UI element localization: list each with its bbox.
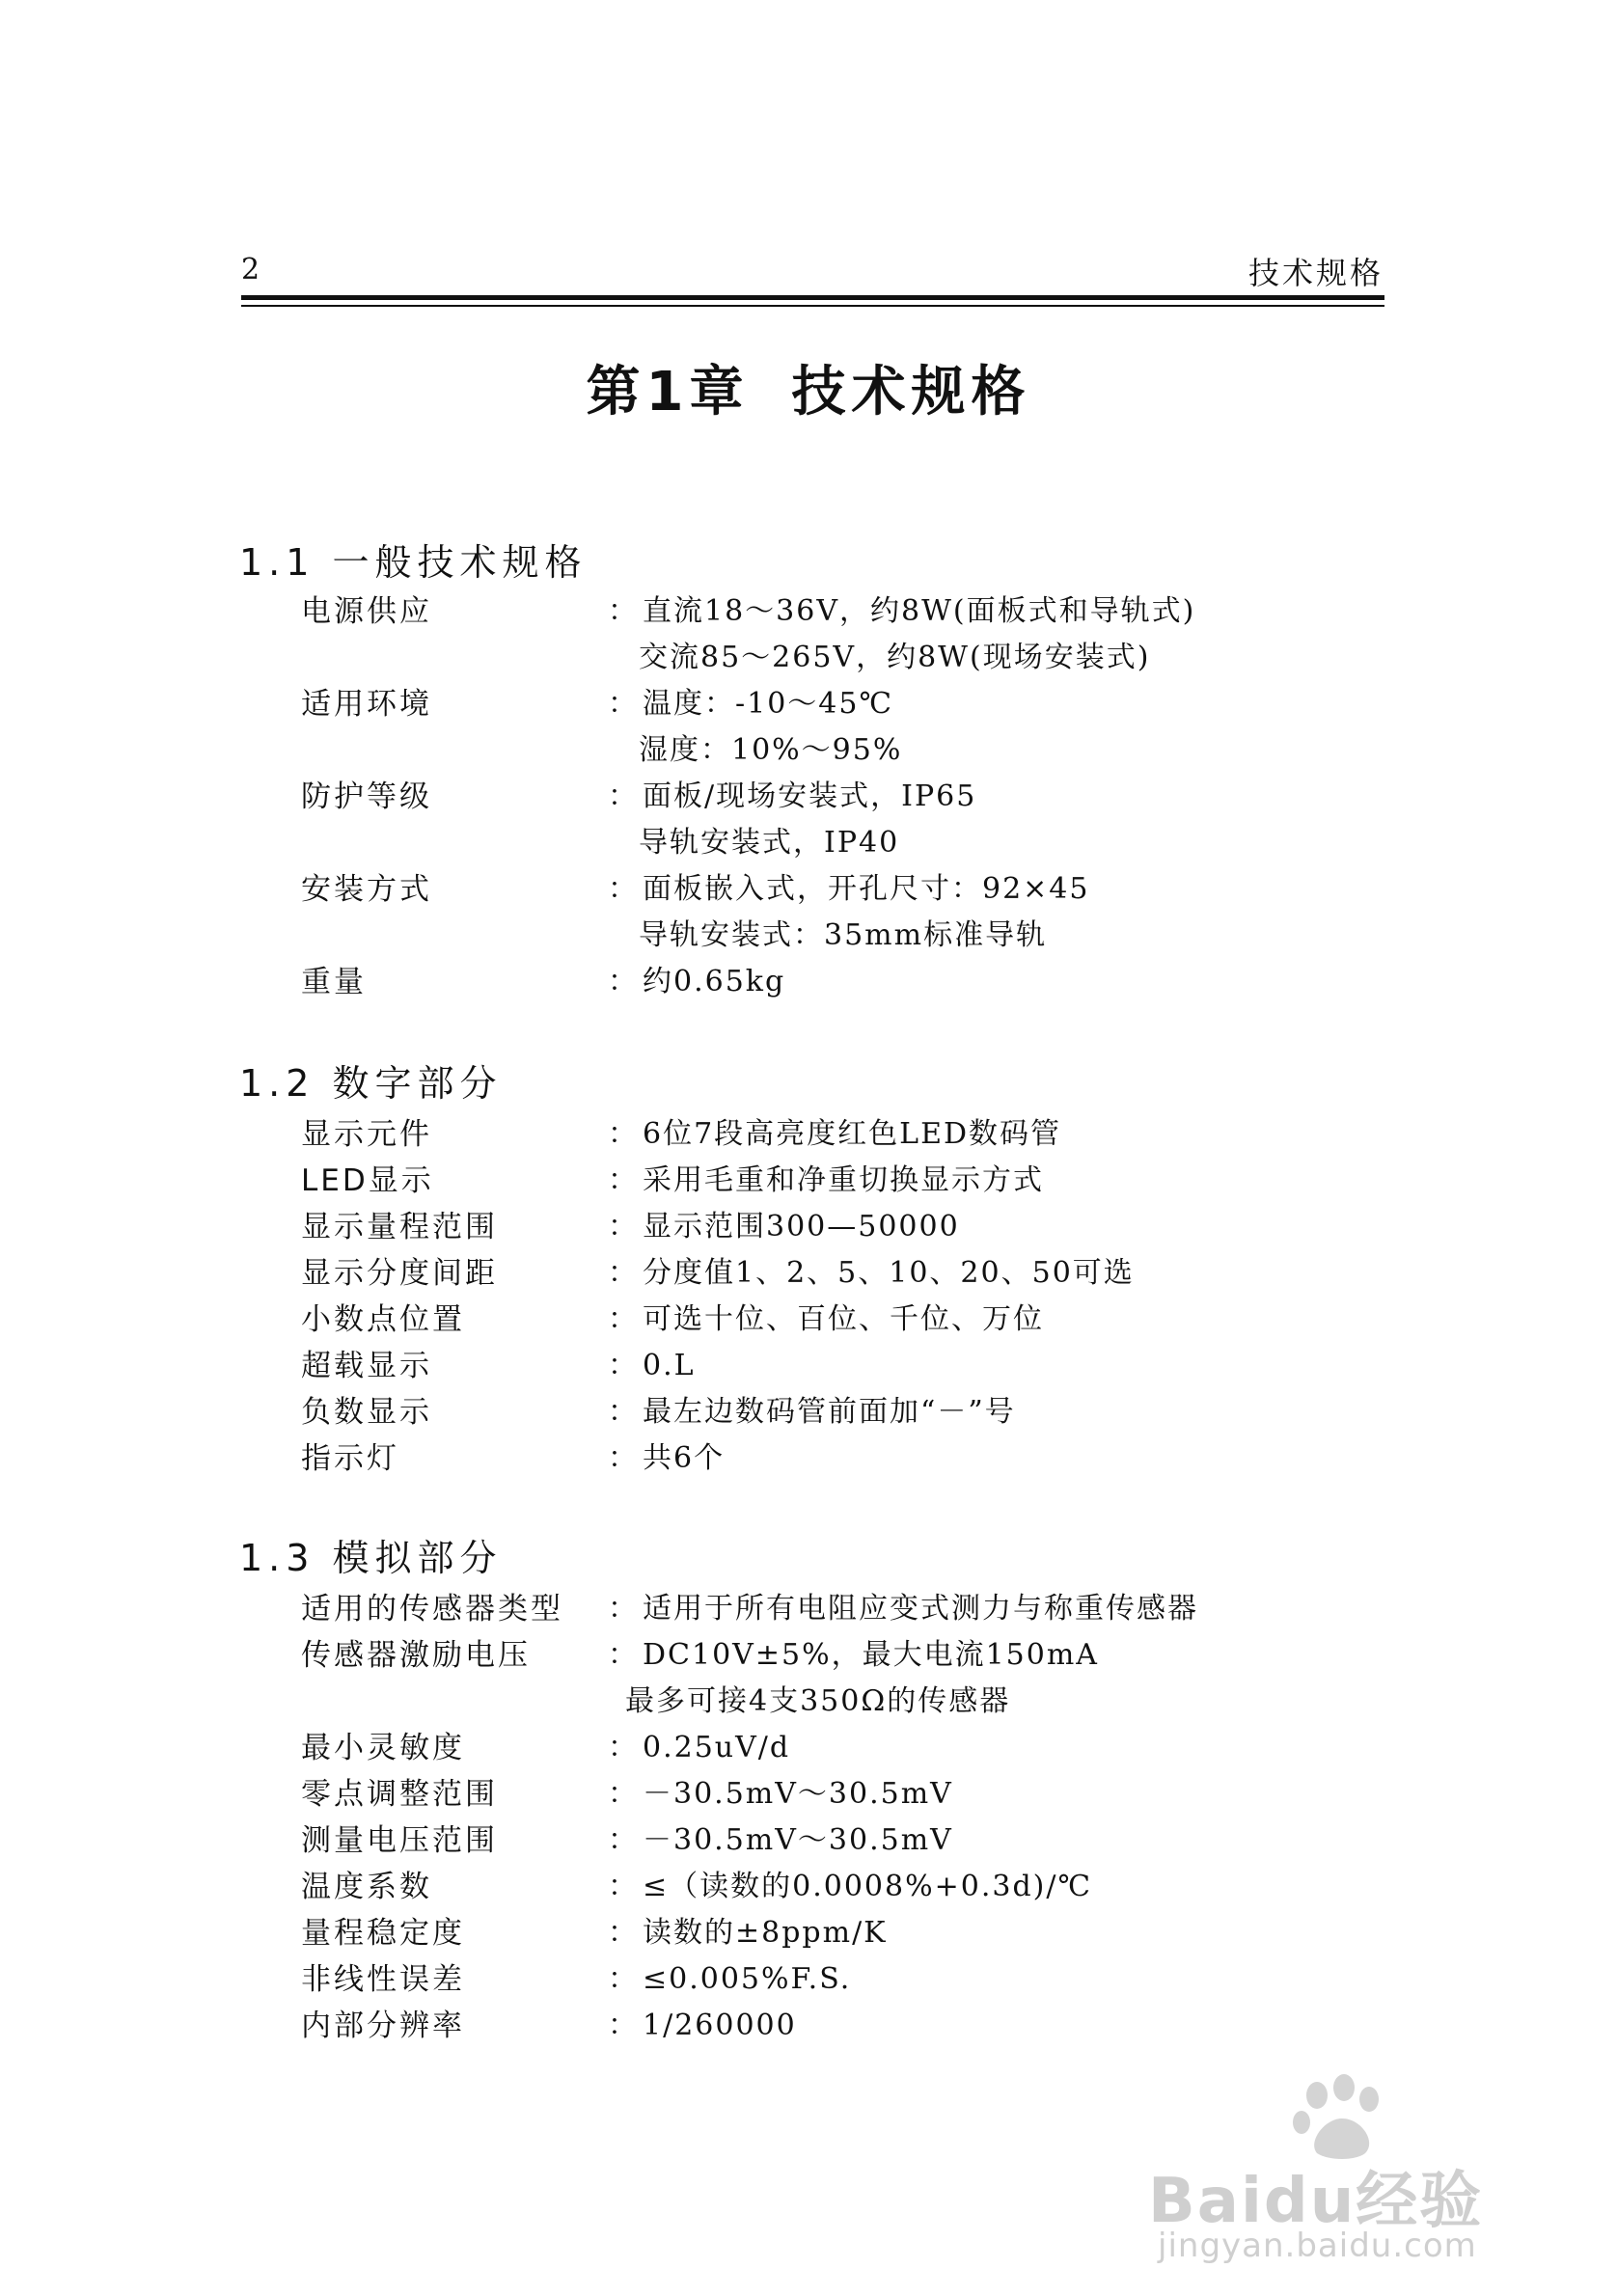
spec-value-continued: 湿度：10%～95% <box>639 733 903 767</box>
separator: ： <box>608 1916 639 1950</box>
spec-row <box>301 1295 1362 1341</box>
spec-value <box>608 864 1089 907</box>
watermark-site: jingyan.baidu.com <box>1158 2227 1477 2265</box>
separator: ： <box>608 1302 639 1336</box>
spec-value-continued: 交流85～265V，约8W(现场安装式) <box>639 641 1151 674</box>
spec-value <box>608 1816 953 1858</box>
separator: ： <box>608 1638 639 1672</box>
spec-row <box>301 1630 1362 1677</box>
spec-label: 负数显示 <box>301 1395 432 1430</box>
spec-value <box>608 1295 1044 1337</box>
spec-value <box>608 679 893 722</box>
spec-row <box>301 587 1362 633</box>
spec-value <box>608 1248 1135 1291</box>
section-heading-1-3: 1.3 模拟部分 <box>239 1537 503 1579</box>
spec-row <box>301 1202 1362 1248</box>
chapter-name: 技术规格 <box>791 361 1031 424</box>
spec-row <box>301 1156 1362 1202</box>
separator: ： <box>608 779 639 813</box>
spec-value <box>608 1109 1061 1152</box>
separator: ： <box>608 1349 639 1382</box>
paw-icon <box>1288 2074 1394 2161</box>
separator: ： <box>608 1256 639 1290</box>
spec-value <box>608 1908 888 1951</box>
separator: ： <box>608 1592 639 1626</box>
spec-value-continued: 最多可接4支350Ω的传感器 <box>625 1684 1011 1718</box>
spec-value-text: ≤0.005%F.S. <box>643 1962 852 1996</box>
spec-row <box>301 2001 1362 2047</box>
spec-value-text: 适用于所有电阻应变式测力与称重传感器 <box>643 1592 1198 1626</box>
spec-row <box>301 1723 1362 1769</box>
spec-value-text: 最左边数码管前面加“－”号 <box>643 1395 1016 1429</box>
spec-row <box>301 1816 1362 1862</box>
separator: ： <box>608 594 639 628</box>
spec-row <box>301 1769 1362 1816</box>
spec-label: 测量电压范围 <box>301 1823 498 1858</box>
spec-label: 适用的传感器类型 <box>301 1592 563 1626</box>
section-heading-1-2: 1.2 数字部分 <box>239 1062 503 1105</box>
spec-value <box>608 1584 1198 1626</box>
spec-value-text: DC10V±5%，最大电流150mA <box>643 1638 1099 1672</box>
spec-value-text: 读数的±8ppm/K <box>643 1916 888 1950</box>
spec-value-text: 共6个 <box>643 1441 726 1475</box>
spec-value <box>608 1202 960 1244</box>
spec-row <box>301 1584 1362 1630</box>
spec-label: 小数点位置 <box>301 1302 465 1337</box>
spec-value-text: 6位7段高亮度红色LED数码管 <box>643 1117 1062 1151</box>
spec-value-text: －30.5mV～30.5mV <box>643 1777 953 1811</box>
spec-label: 防护等级 <box>301 779 432 814</box>
spec-label: 内部分辨率 <box>301 2009 465 2043</box>
spec-value <box>608 1954 851 1997</box>
spec-value-text: 显示范围300—50000 <box>643 1210 960 1244</box>
spec-value-text: ≤（读数的0.0008%+0.3d)/℃ <box>643 1870 1093 1903</box>
spec-value-text: 面板嵌入式，开孔尺寸：92×45 <box>643 872 1090 906</box>
spec-row <box>301 1248 1362 1295</box>
spec-value <box>608 1630 1099 1673</box>
spec-label: 超载显示 <box>301 1349 432 1383</box>
spec-value <box>608 772 976 814</box>
spec-value-text: －30.5mV～30.5mV <box>643 1823 953 1857</box>
spec-label: 最小灵敏度 <box>301 1731 465 1765</box>
spec-value <box>608 1156 1044 1198</box>
watermark-brand: Baidu经验 <box>1148 2166 1484 2237</box>
spec-row <box>301 772 1362 818</box>
spec-label: 零点调整范围 <box>301 1777 498 1812</box>
spec-label: 电源供应 <box>301 594 432 629</box>
separator: ： <box>608 872 639 906</box>
spec-label: 传感器激励电压 <box>301 1638 531 1673</box>
spec-value <box>608 1862 1092 1904</box>
separator: ： <box>608 965 639 998</box>
spec-row <box>301 1434 1362 1480</box>
spec-label: LED显示 <box>301 1163 434 1198</box>
separator: ： <box>608 1210 639 1244</box>
header-rule-thick <box>241 295 1384 300</box>
baidu-watermark <box>1148 2074 1534 2267</box>
spec-value <box>608 957 785 999</box>
spec-value-text: 采用毛重和净重切换显示方式 <box>643 1163 1044 1197</box>
header-rule-thin <box>241 305 1384 307</box>
spec-value <box>608 1723 790 1765</box>
spec-value-text: 直流18～36V，约8W(面板式和导轨式) <box>643 594 1196 628</box>
spec-label: 显示分度间距 <box>301 1256 498 1291</box>
section-heading-1-1: 1.1 一般技术规格 <box>239 541 588 584</box>
spec-value-text: 分度值1、2、5、10、20、50可选 <box>643 1256 1135 1290</box>
spec-row <box>301 864 1362 911</box>
spec-row <box>301 1109 1362 1156</box>
spec-row <box>301 1862 1362 1908</box>
spec-value-text: 可选十位、百位、千位、万位 <box>643 1302 1044 1336</box>
spec-row <box>301 1341 1362 1387</box>
spec-value <box>608 1434 725 1476</box>
spec-value-text: 面板/现场安装式，IP65 <box>643 779 977 813</box>
spec-label: 重量 <box>301 965 367 999</box>
separator: ： <box>608 1823 639 1857</box>
spec-row <box>301 1908 1362 1954</box>
spec-value <box>608 1769 953 1812</box>
spec-label: 非线性误差 <box>301 1962 465 1997</box>
spec-value-text: 约0.65kg <box>643 965 786 998</box>
separator: ： <box>608 1395 639 1429</box>
spec-label: 安装方式 <box>301 872 432 907</box>
spec-value <box>608 1387 1016 1430</box>
spec-label: 显示元件 <box>301 1117 432 1152</box>
spec-value <box>608 587 1195 629</box>
spec-row <box>301 679 1362 725</box>
separator: ： <box>608 1441 639 1475</box>
spec-value-text: 1/260000 <box>643 2009 797 2042</box>
spec-value-continued: 导轨安装式：35mm标准导轨 <box>639 918 1048 952</box>
spec-label: 显示量程范围 <box>301 1210 498 1244</box>
spec-row <box>301 1387 1362 1434</box>
spec-label: 量程稳定度 <box>301 1916 465 1951</box>
spec-value-continued: 导轨安装式，IP40 <box>639 826 900 860</box>
separator: ： <box>608 1731 639 1764</box>
separator: ： <box>608 2009 639 2042</box>
page-number: 2 <box>241 253 260 287</box>
spec-row <box>301 957 1362 1003</box>
spec-label: 指示灯 <box>301 1441 399 1476</box>
separator: ： <box>608 1163 639 1197</box>
separator: ： <box>608 1962 639 1996</box>
chapter-number: 第1章 <box>586 361 750 424</box>
spec-row <box>301 1954 1362 2001</box>
spec-value-text: 温度：-10～45℃ <box>643 687 894 721</box>
spec-value <box>608 1341 696 1383</box>
spec-label: 温度系数 <box>301 1870 432 1904</box>
separator: ： <box>608 687 639 721</box>
separator: ： <box>608 1870 639 1903</box>
spec-label: 适用环境 <box>301 687 432 722</box>
separator: ： <box>608 1117 639 1151</box>
chapter-title <box>0 349 1617 426</box>
running-title: 技术规格 <box>1247 255 1384 291</box>
spec-value-text: 0.25uV/d <box>643 1731 791 1764</box>
spec-value-text: 0.L <box>643 1349 696 1382</box>
separator: ： <box>608 1777 639 1811</box>
spec-value <box>608 2001 797 2043</box>
